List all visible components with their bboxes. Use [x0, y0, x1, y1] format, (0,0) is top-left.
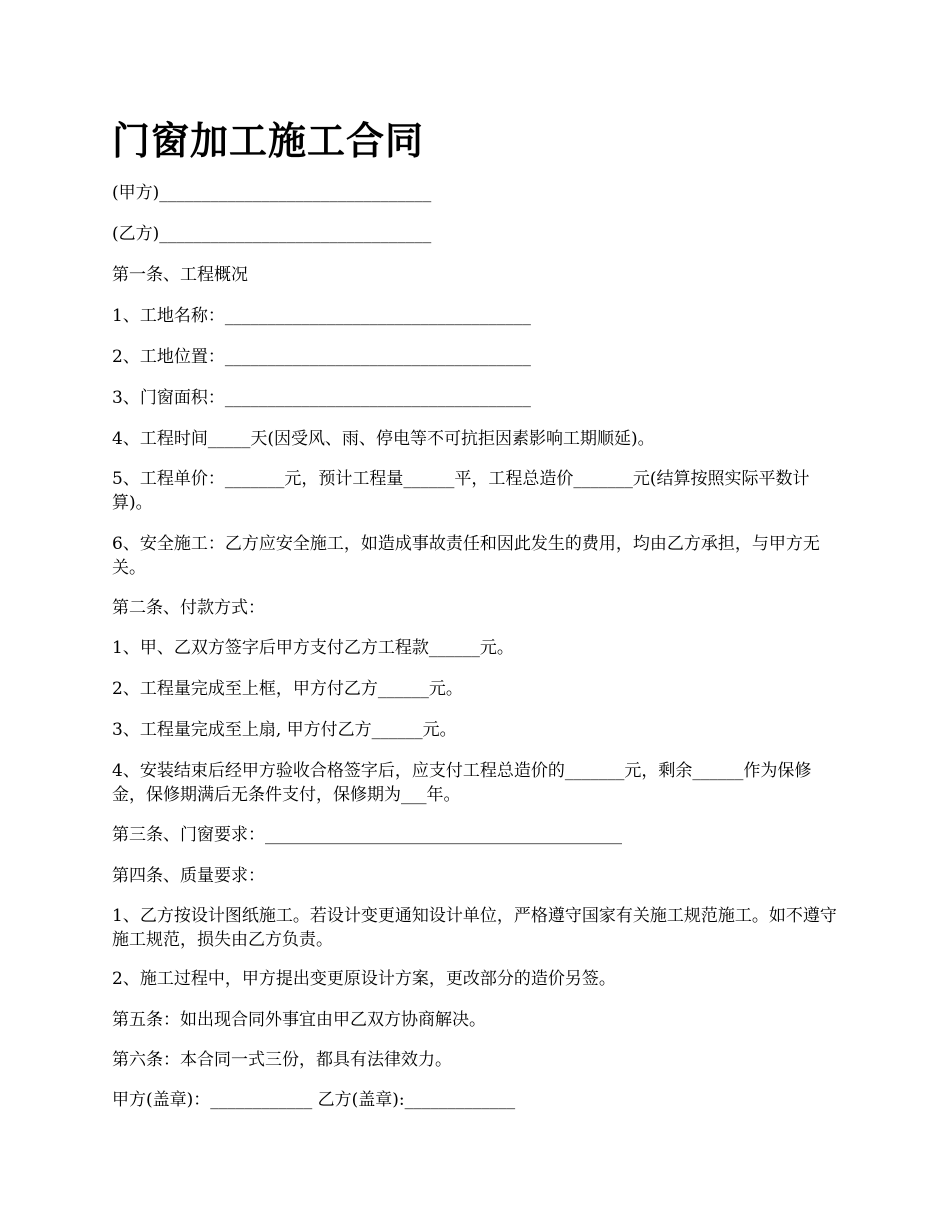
- article-6-line: 第六条：本合同一式三份，都具有法律效力。: [112, 1050, 452, 1070]
- window-area-line: 3、门窗面积：____________________________________: [112, 388, 531, 408]
- payment-4-paragraph: 4、安装结束后经甲方验收合格签字后，应支付工程总造价的_______元，剩余______作为保修金，保修期满后无条件支付，保修期为___年。: [112, 761, 812, 805]
- work-period-line: 4、工程时间_____天(因受风、雨、停电等不可抗拒因素影响工期顺延)。: [112, 429, 655, 449]
- payment-2-line: 2、工程量完成至上框，甲方付乙方______元。: [112, 679, 463, 699]
- payment-3-line: 3、工程量完成至上扇, 甲方付乙方______元。: [112, 720, 457, 740]
- article-3-line: 第三条、门窗要求：__________________________________________: [112, 825, 622, 845]
- party-a-line: (甲方)________________________________: [112, 183, 432, 203]
- article-4-heading: 第四条、质量要求：: [112, 866, 265, 886]
- article-1-heading: 第一条、工程概况: [112, 265, 248, 285]
- article-5-line: 第五条：如出现合同外事宜由甲乙双方协商解决。: [112, 1010, 486, 1030]
- site-name-line: 1、工地名称：____________________________________: [112, 306, 531, 326]
- payment-1-line: 1、甲、乙双方签字后甲方支付乙方工程款______元。: [112, 638, 514, 658]
- unit-price-paragraph: 5、工程单价：_______元，预计工程量______平，工程总造价_______元(结算按照实际平数计算)。: [112, 469, 810, 513]
- signature-line: 甲方(盖章)：____________ 乙方(盖章):_____________: [112, 1090, 516, 1110]
- quality-1-paragraph: 1、乙方按设计图纸施工。若设计变更通知设计单位，严格遵守国家有关施工规范施工。如不遵守施工规范，损失由乙方负责。: [112, 906, 837, 950]
- article-2-heading: 第二条、付款方式：: [112, 598, 265, 618]
- safety-paragraph: 6、安全施工：乙方应安全施工，如造成事故责任和因此发生的费用，均由乙方承担，与甲方无关。: [112, 534, 820, 578]
- quality-2-line: 2、施工过程中，甲方提出变更原设计方案，更改部分的造价另签。: [112, 969, 616, 989]
- party-b-line: (乙方)________________________________: [112, 224, 432, 244]
- site-location-line: 2、工地位置：____________________________________: [112, 347, 531, 367]
- document-title: 门窗加工施工合同: [112, 118, 425, 163]
